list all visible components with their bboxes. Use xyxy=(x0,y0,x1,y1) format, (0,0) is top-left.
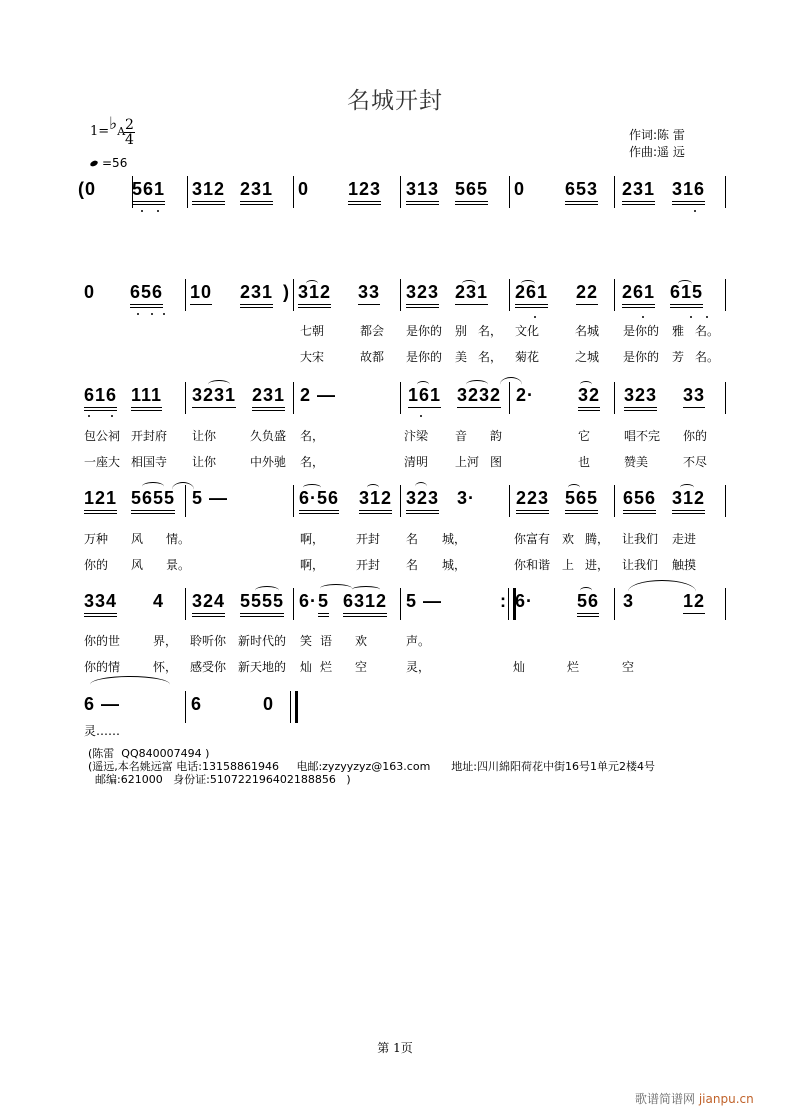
note-group: 312 xyxy=(359,488,392,514)
lyric: 进， xyxy=(585,558,610,572)
lyric: 城， xyxy=(442,558,467,572)
lyric: 故都 xyxy=(360,350,385,364)
lyric: 开封府 xyxy=(131,429,168,443)
credits xyxy=(629,127,685,161)
lyric: 你富有 xyxy=(514,532,551,546)
note-group: 33 xyxy=(683,385,705,408)
lyric: 名， xyxy=(300,429,325,443)
lyric: 一座大 xyxy=(84,455,121,469)
note-group: 4 xyxy=(153,591,165,611)
lyric: 走进 xyxy=(672,532,697,546)
quarter-note-icon xyxy=(89,160,98,168)
note-group: 653 xyxy=(565,179,598,205)
barline xyxy=(187,176,188,208)
slur-mark xyxy=(500,377,522,392)
lyric: 唱不完 xyxy=(624,429,661,443)
note-group: 323 xyxy=(406,488,439,514)
lyric: 赞美 xyxy=(624,455,649,469)
lyric: 笑 xyxy=(300,634,313,648)
lyric: 你的 xyxy=(84,558,109,572)
barline xyxy=(293,485,294,517)
barline xyxy=(725,382,726,414)
note-group: 231 xyxy=(622,179,655,205)
lyric: 啊， xyxy=(300,558,325,572)
barline xyxy=(614,279,615,311)
lyric: 音 xyxy=(455,429,468,443)
slur-mark xyxy=(628,580,696,603)
note-group: 312 xyxy=(192,179,225,205)
time-top: 2 xyxy=(125,117,134,133)
lyric: 让我们 xyxy=(622,532,659,546)
note-group: 616 xyxy=(84,385,117,411)
lyric: 新天地的 xyxy=(238,660,287,674)
lyric: 声。 xyxy=(406,634,431,648)
lyric: 名。 xyxy=(695,324,720,338)
note-group: 123 xyxy=(348,179,381,205)
lyric: 七朝 xyxy=(300,324,325,338)
lyric: 大宋 xyxy=(300,350,325,364)
lyric: 名 xyxy=(406,558,419,572)
lyric: 灵， xyxy=(406,660,431,674)
lyric: 万种 xyxy=(84,532,109,546)
low-octave-dot xyxy=(642,316,644,318)
slur-mark xyxy=(568,484,580,491)
slur-mark xyxy=(462,280,476,287)
lyric: 空 xyxy=(622,660,635,674)
note-group: 5555 xyxy=(240,591,284,617)
song-title: 名城开封 xyxy=(347,88,443,114)
note-group: 0 xyxy=(298,179,310,199)
barline xyxy=(614,485,615,517)
note-group: 6· xyxy=(299,591,318,611)
lyric: 腾， xyxy=(585,532,610,546)
lyric: 聆听你 xyxy=(190,634,227,648)
note-group: 323 xyxy=(406,282,439,308)
lyric: 名， xyxy=(300,455,325,469)
lyric: 菊花 xyxy=(515,350,540,364)
slur-mark xyxy=(320,584,352,593)
lyric: 名。 xyxy=(695,350,720,364)
lyric: 让你 xyxy=(192,455,217,469)
note-group: : xyxy=(500,591,507,611)
note-group: 5655 xyxy=(131,488,175,514)
key-letter: A xyxy=(117,125,126,138)
note-group: 12 xyxy=(683,591,705,614)
note-group: 313 xyxy=(406,179,439,205)
note-group: 111 xyxy=(131,385,162,411)
low-octave-dot xyxy=(534,316,536,318)
low-octave-dot xyxy=(111,415,113,417)
barline xyxy=(725,176,726,208)
lyric: 别 xyxy=(455,324,468,338)
contact-line-3: 邮编:621000 身份证:510722196402188856 ) xyxy=(88,773,351,786)
watermark-text: 歌谱简谱网 xyxy=(635,1092,696,1106)
slur-mark xyxy=(521,280,535,287)
note-group: 2 — xyxy=(300,385,337,405)
lyric: 是你的 xyxy=(623,350,660,364)
note-group: (0 xyxy=(78,179,97,199)
note-group: 334 xyxy=(84,591,117,617)
slur-mark xyxy=(172,482,194,497)
barline xyxy=(614,176,615,208)
low-octave-dot xyxy=(141,210,143,212)
note-group: 231 xyxy=(240,282,273,308)
note-group: 323 xyxy=(624,385,657,411)
lyric: 包公祠 xyxy=(84,429,121,443)
lyric: 韵 xyxy=(490,429,503,443)
flat-icon: ♭ xyxy=(109,114,118,134)
note-group: 33 xyxy=(358,282,380,305)
lyric: 都会 xyxy=(360,324,385,338)
lyric: 雅 xyxy=(672,324,685,338)
note-group: 6· xyxy=(515,591,534,611)
lyric: 名， xyxy=(478,324,503,338)
barline xyxy=(185,588,186,620)
low-octave-dot xyxy=(151,313,153,315)
lyric: 风 xyxy=(131,558,144,572)
low-octave-dot xyxy=(157,210,159,212)
slur-mark xyxy=(580,587,592,594)
note-group: 615 xyxy=(670,282,703,308)
note-group: 312 xyxy=(672,488,705,514)
lyric: 清明 xyxy=(404,455,429,469)
barline xyxy=(614,588,615,620)
lyric: 新时代的 xyxy=(238,634,287,648)
lyric: 名 xyxy=(406,532,419,546)
tempo-marking xyxy=(90,156,127,170)
lyric: 美 xyxy=(455,350,468,364)
lyric: 触摸 xyxy=(672,558,697,572)
lyric: 你和谐 xyxy=(514,558,551,572)
lyric: 上河 xyxy=(455,455,480,469)
note-group: 565 xyxy=(455,179,488,205)
lyric: 文化 xyxy=(515,324,540,338)
slur-mark xyxy=(417,381,429,388)
lyric: 感受你 xyxy=(190,660,227,674)
slur-mark xyxy=(466,380,488,389)
watermark xyxy=(635,1090,754,1107)
note-group: 223 xyxy=(516,488,549,514)
barline xyxy=(185,279,186,311)
lyric: 情。 xyxy=(166,532,191,546)
lyric: 界， xyxy=(153,634,178,648)
slur-mark xyxy=(90,676,170,693)
lyric: 灿 xyxy=(513,660,526,674)
lyric: 怀， xyxy=(153,660,178,674)
lyric: 是你的 xyxy=(406,324,443,338)
barline xyxy=(400,588,401,620)
note-group: 32 xyxy=(578,385,600,411)
barline xyxy=(725,588,726,620)
lyric: 景。 xyxy=(166,558,191,572)
note-group: 5 — xyxy=(406,591,443,611)
watermark-domain: jianpu.cn xyxy=(698,1092,754,1106)
slur-mark xyxy=(678,280,692,287)
barline xyxy=(509,485,510,517)
note-group: 121 xyxy=(84,488,117,514)
note-group: 6·56 xyxy=(299,488,339,514)
lyric: 是你的 xyxy=(406,350,443,364)
lyric: 欢 xyxy=(562,532,575,546)
low-octave-dot xyxy=(694,210,696,212)
lyric: 啊， xyxy=(300,532,325,546)
lyric: 让我们 xyxy=(622,558,659,572)
lyric: 图 xyxy=(490,455,503,469)
lyric: 你的情 xyxy=(84,660,121,674)
slur-mark xyxy=(367,484,379,491)
note-group: 10 xyxy=(190,282,212,305)
page-number: 第 1页 xyxy=(377,1041,413,1055)
note-group: 561 xyxy=(132,179,165,205)
note-group: 2· xyxy=(516,385,535,405)
contact-line-1: (陈雷 QQ840007494 ) xyxy=(88,747,210,760)
slur-mark xyxy=(680,484,694,491)
note-group: 231 xyxy=(455,282,488,305)
barline xyxy=(293,382,294,414)
note-group: 0 xyxy=(263,694,275,714)
barline xyxy=(293,176,294,208)
note-group: 3231 xyxy=(192,385,236,408)
note-group: 3232 xyxy=(457,385,501,408)
barline xyxy=(400,485,401,517)
lyric: 也 xyxy=(578,455,591,469)
lyric: 中外驰 xyxy=(250,455,287,469)
note-group: 5 xyxy=(318,591,329,617)
lyric: 空 xyxy=(355,660,368,674)
note-group: 231 xyxy=(252,385,285,411)
key-signature xyxy=(90,114,126,140)
lyric: 开封 xyxy=(356,532,381,546)
barline xyxy=(185,691,186,723)
lyric: 让你 xyxy=(192,429,217,443)
slur-mark xyxy=(255,586,279,595)
composer: 作曲:遥 远 xyxy=(629,145,685,159)
lyric: 是你的 xyxy=(623,324,660,338)
lyric: 相国寺 xyxy=(131,455,168,469)
lyric: 烂 xyxy=(567,660,580,674)
time-signature xyxy=(124,118,135,147)
barline xyxy=(400,382,401,414)
final-barline xyxy=(290,691,298,723)
key-prefix: 1= xyxy=(90,124,110,139)
lyric: 烂 xyxy=(320,660,333,674)
contact-info xyxy=(88,747,655,786)
note-group: 316 xyxy=(672,179,705,205)
note-group: 312 xyxy=(298,282,331,308)
note-group: 261 xyxy=(622,282,655,308)
lyric: 不尽 xyxy=(683,455,708,469)
slur-mark xyxy=(306,280,318,287)
low-octave-dot xyxy=(690,316,692,318)
note-group: 0 xyxy=(514,179,526,199)
lyric: 语 xyxy=(320,634,333,648)
lyric: 芳 xyxy=(672,350,685,364)
time-bottom: 4 xyxy=(125,132,134,148)
lyric: 汴梁 xyxy=(404,429,429,443)
note-group: 6312 xyxy=(343,591,387,617)
low-octave-dot xyxy=(706,316,708,318)
barline xyxy=(185,382,186,414)
note-group: ) xyxy=(283,282,290,302)
note-group: 161 xyxy=(408,385,441,408)
low-octave-dot xyxy=(163,313,165,315)
slur-mark xyxy=(415,482,427,491)
note-group: 5 — xyxy=(192,488,229,508)
low-octave-dot xyxy=(137,313,139,315)
tempo-value: =56 xyxy=(102,156,128,170)
lyric: 它 xyxy=(578,429,591,443)
note-group: 565 xyxy=(565,488,598,514)
barline xyxy=(400,279,401,311)
barline xyxy=(614,382,615,414)
barline xyxy=(293,588,294,620)
slur-mark xyxy=(208,380,230,389)
low-octave-dot xyxy=(420,415,422,417)
lyric: 上 xyxy=(562,558,575,572)
slur-mark xyxy=(303,484,321,491)
note-group: 56 xyxy=(577,591,599,617)
lyricist: 作词:陈 雷 xyxy=(629,128,685,142)
lyric: 城， xyxy=(442,532,467,546)
lyric: 名， xyxy=(478,350,503,364)
note-group: 3· xyxy=(457,488,476,508)
slur-mark xyxy=(580,381,592,388)
barline xyxy=(509,176,510,208)
lyric: 之城 xyxy=(575,350,600,364)
barline xyxy=(725,279,726,311)
lyric: 你的 xyxy=(683,429,708,443)
lyric: 名城 xyxy=(575,324,600,338)
note-group: 231 xyxy=(240,179,273,205)
barline xyxy=(509,279,510,311)
lyric: 久负盛 xyxy=(250,429,287,443)
note-group: 6 — xyxy=(84,694,121,714)
lyric: 灿 xyxy=(300,660,313,674)
low-octave-dot xyxy=(88,415,90,417)
note-group: 3 xyxy=(623,591,635,611)
note-group: 656 xyxy=(623,488,656,514)
slur-mark xyxy=(142,482,164,491)
lyric: 灵…… xyxy=(84,724,121,738)
barline xyxy=(400,176,401,208)
note-group: 656 xyxy=(130,282,163,308)
barline xyxy=(725,485,726,517)
lyric: 欢 xyxy=(355,634,368,648)
note-group: 6 xyxy=(191,694,203,714)
contact-line-2: (遥远,本名姚远富 电话:13158861946 电邮:zyzyyzyz@163.com 地址:四川綿阳荷花中街16号1单元2楼4号 xyxy=(88,760,655,773)
slur-mark xyxy=(352,586,380,593)
lyric: 风 xyxy=(131,532,144,546)
note-group: 22 xyxy=(576,282,598,305)
barline xyxy=(293,279,294,311)
note-group: 261 xyxy=(515,282,548,308)
lyric: 你的世 xyxy=(84,634,121,648)
lyric: 开封 xyxy=(356,558,381,572)
note-group: 324 xyxy=(192,591,225,617)
note-group: 0 xyxy=(84,282,96,302)
